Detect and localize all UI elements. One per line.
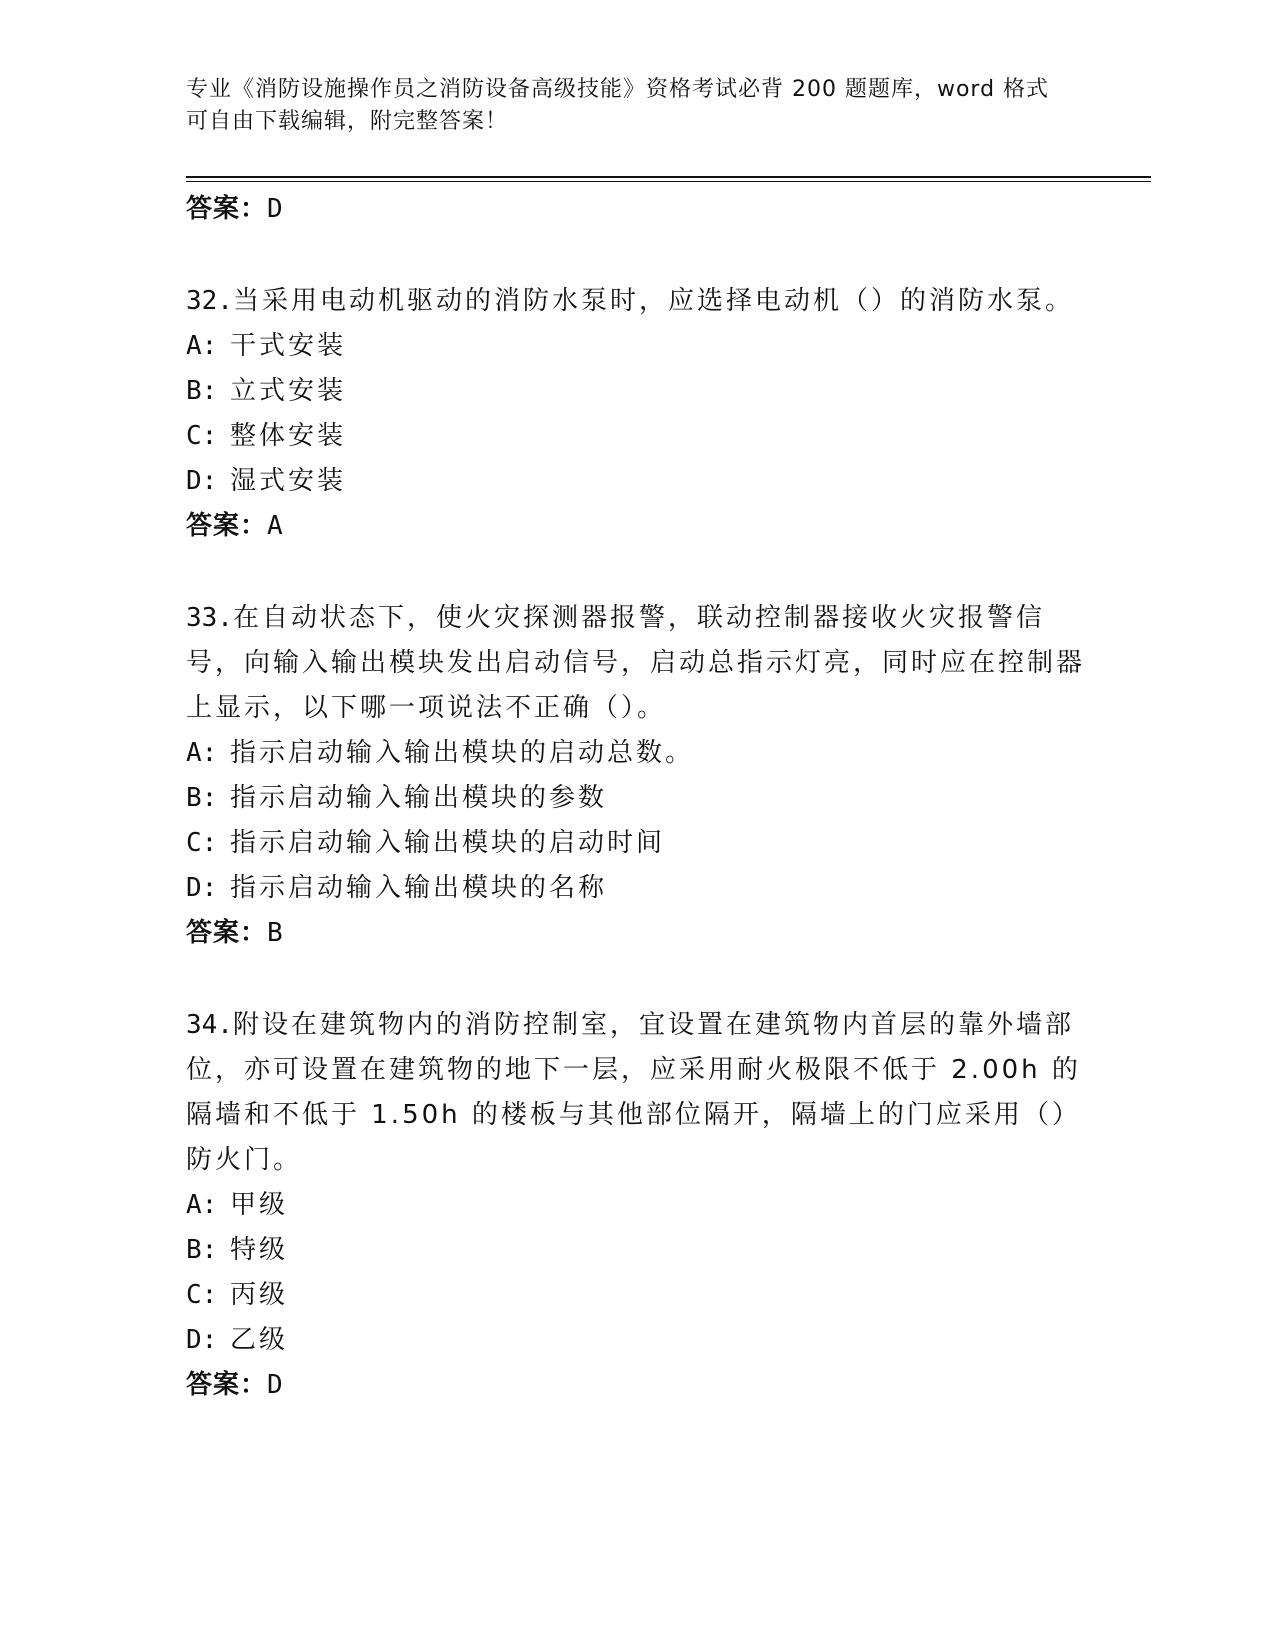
- option-text: 指示启动输入输出模块的启动总数。: [230, 738, 695, 768]
- option-a: [186, 1183, 1086, 1228]
- answer-label: 答案：: [186, 1370, 268, 1400]
- question-stem: [186, 596, 1086, 731]
- question-text: 当采用电动机驱动的消防水泵时，应选择电动机（）的消防水泵。: [232, 286, 1074, 316]
- option-text: 乙级: [230, 1325, 289, 1355]
- answer-value: D: [267, 1370, 284, 1400]
- option-a: [186, 731, 1086, 776]
- option-key: B:: [186, 1235, 218, 1265]
- option-text: 特级: [230, 1235, 289, 1265]
- header-rule-thin: [186, 181, 1151, 182]
- option-text: 指示启动输入输出模块的启动时间: [230, 828, 666, 858]
- question-34: [186, 1003, 1086, 1407]
- option-key: A:: [186, 738, 218, 768]
- question-number: 33.: [186, 603, 233, 633]
- option-c: [186, 414, 1086, 459]
- question-stem: [186, 279, 1086, 324]
- option-c: [186, 1273, 1086, 1318]
- answer-value: B: [267, 918, 284, 948]
- option-d: [186, 1318, 1086, 1363]
- question-text: 附设在建筑物内的消防控制室，宜设置在建筑物内首层的靠外墙部位，亦可设置在建筑物的地下一层，应采用耐火极限不低于 2.00h 的隔墙和不低于 1.50h 的楼板与其他部位隔开，隔墙上的门应采用（）防火门。: [186, 1010, 1081, 1175]
- option-b: [186, 776, 1086, 821]
- option-key: D:: [186, 466, 218, 496]
- option-d: [186, 459, 1086, 504]
- option-text: 干式安装: [230, 331, 347, 361]
- option-c: [186, 821, 1086, 866]
- question-number: 34.: [186, 1010, 233, 1040]
- answer-line: [186, 911, 1086, 955]
- question-text: 在自动状态下，使火灾探测器报警，联动控制器接收火灾报警信号，向输入输出模块发出启动信号，启动总指示灯亮，同时应在控制器上显示，以下哪一项说法不正确（）。: [186, 603, 1086, 723]
- answer-label: 答案：: [186, 194, 268, 224]
- question-32: [186, 279, 1086, 548]
- option-key: B:: [186, 376, 218, 406]
- option-text: 甲级: [230, 1190, 289, 1220]
- answer-value: A: [267, 511, 284, 541]
- option-text: 湿式安装: [230, 466, 347, 496]
- question-number: 32.: [186, 286, 233, 316]
- option-text: 指示启动输入输出模块的名称: [230, 873, 608, 903]
- option-text: 指示启动输入输出模块的参数: [230, 783, 608, 813]
- option-key: B:: [186, 783, 218, 813]
- answer-label: 答案：: [186, 511, 268, 541]
- option-key: A:: [186, 331, 218, 361]
- answer-line: [186, 1363, 1086, 1407]
- option-key: C:: [186, 828, 218, 858]
- document-header: 专业《消防设施操作员之消防设备高级技能》资格考试必背 200 题题库，word 格式可自由下载编辑，附完整答案！: [186, 77, 1050, 134]
- option-text: 立式安装: [230, 376, 347, 406]
- option-a: [186, 324, 1086, 369]
- option-key: C:: [186, 421, 218, 451]
- option-b: [186, 369, 1086, 414]
- question-33: [186, 596, 1086, 955]
- option-key: A:: [186, 1190, 218, 1220]
- option-text: 整体安装: [230, 421, 347, 451]
- option-d: [186, 866, 1086, 911]
- answer-label: 答案：: [186, 918, 268, 948]
- option-key: D:: [186, 1325, 218, 1355]
- answer-value: D: [267, 194, 284, 224]
- question-list: [186, 187, 1086, 1407]
- option-b: [186, 1228, 1086, 1273]
- question-stem: [186, 1003, 1086, 1183]
- option-text: 丙级: [230, 1280, 289, 1310]
- answer-line: [186, 504, 1086, 548]
- answer-line: [186, 187, 1086, 231]
- option-key: D:: [186, 873, 218, 903]
- option-key: C:: [186, 1280, 218, 1310]
- header-rule-thick: [186, 176, 1151, 178]
